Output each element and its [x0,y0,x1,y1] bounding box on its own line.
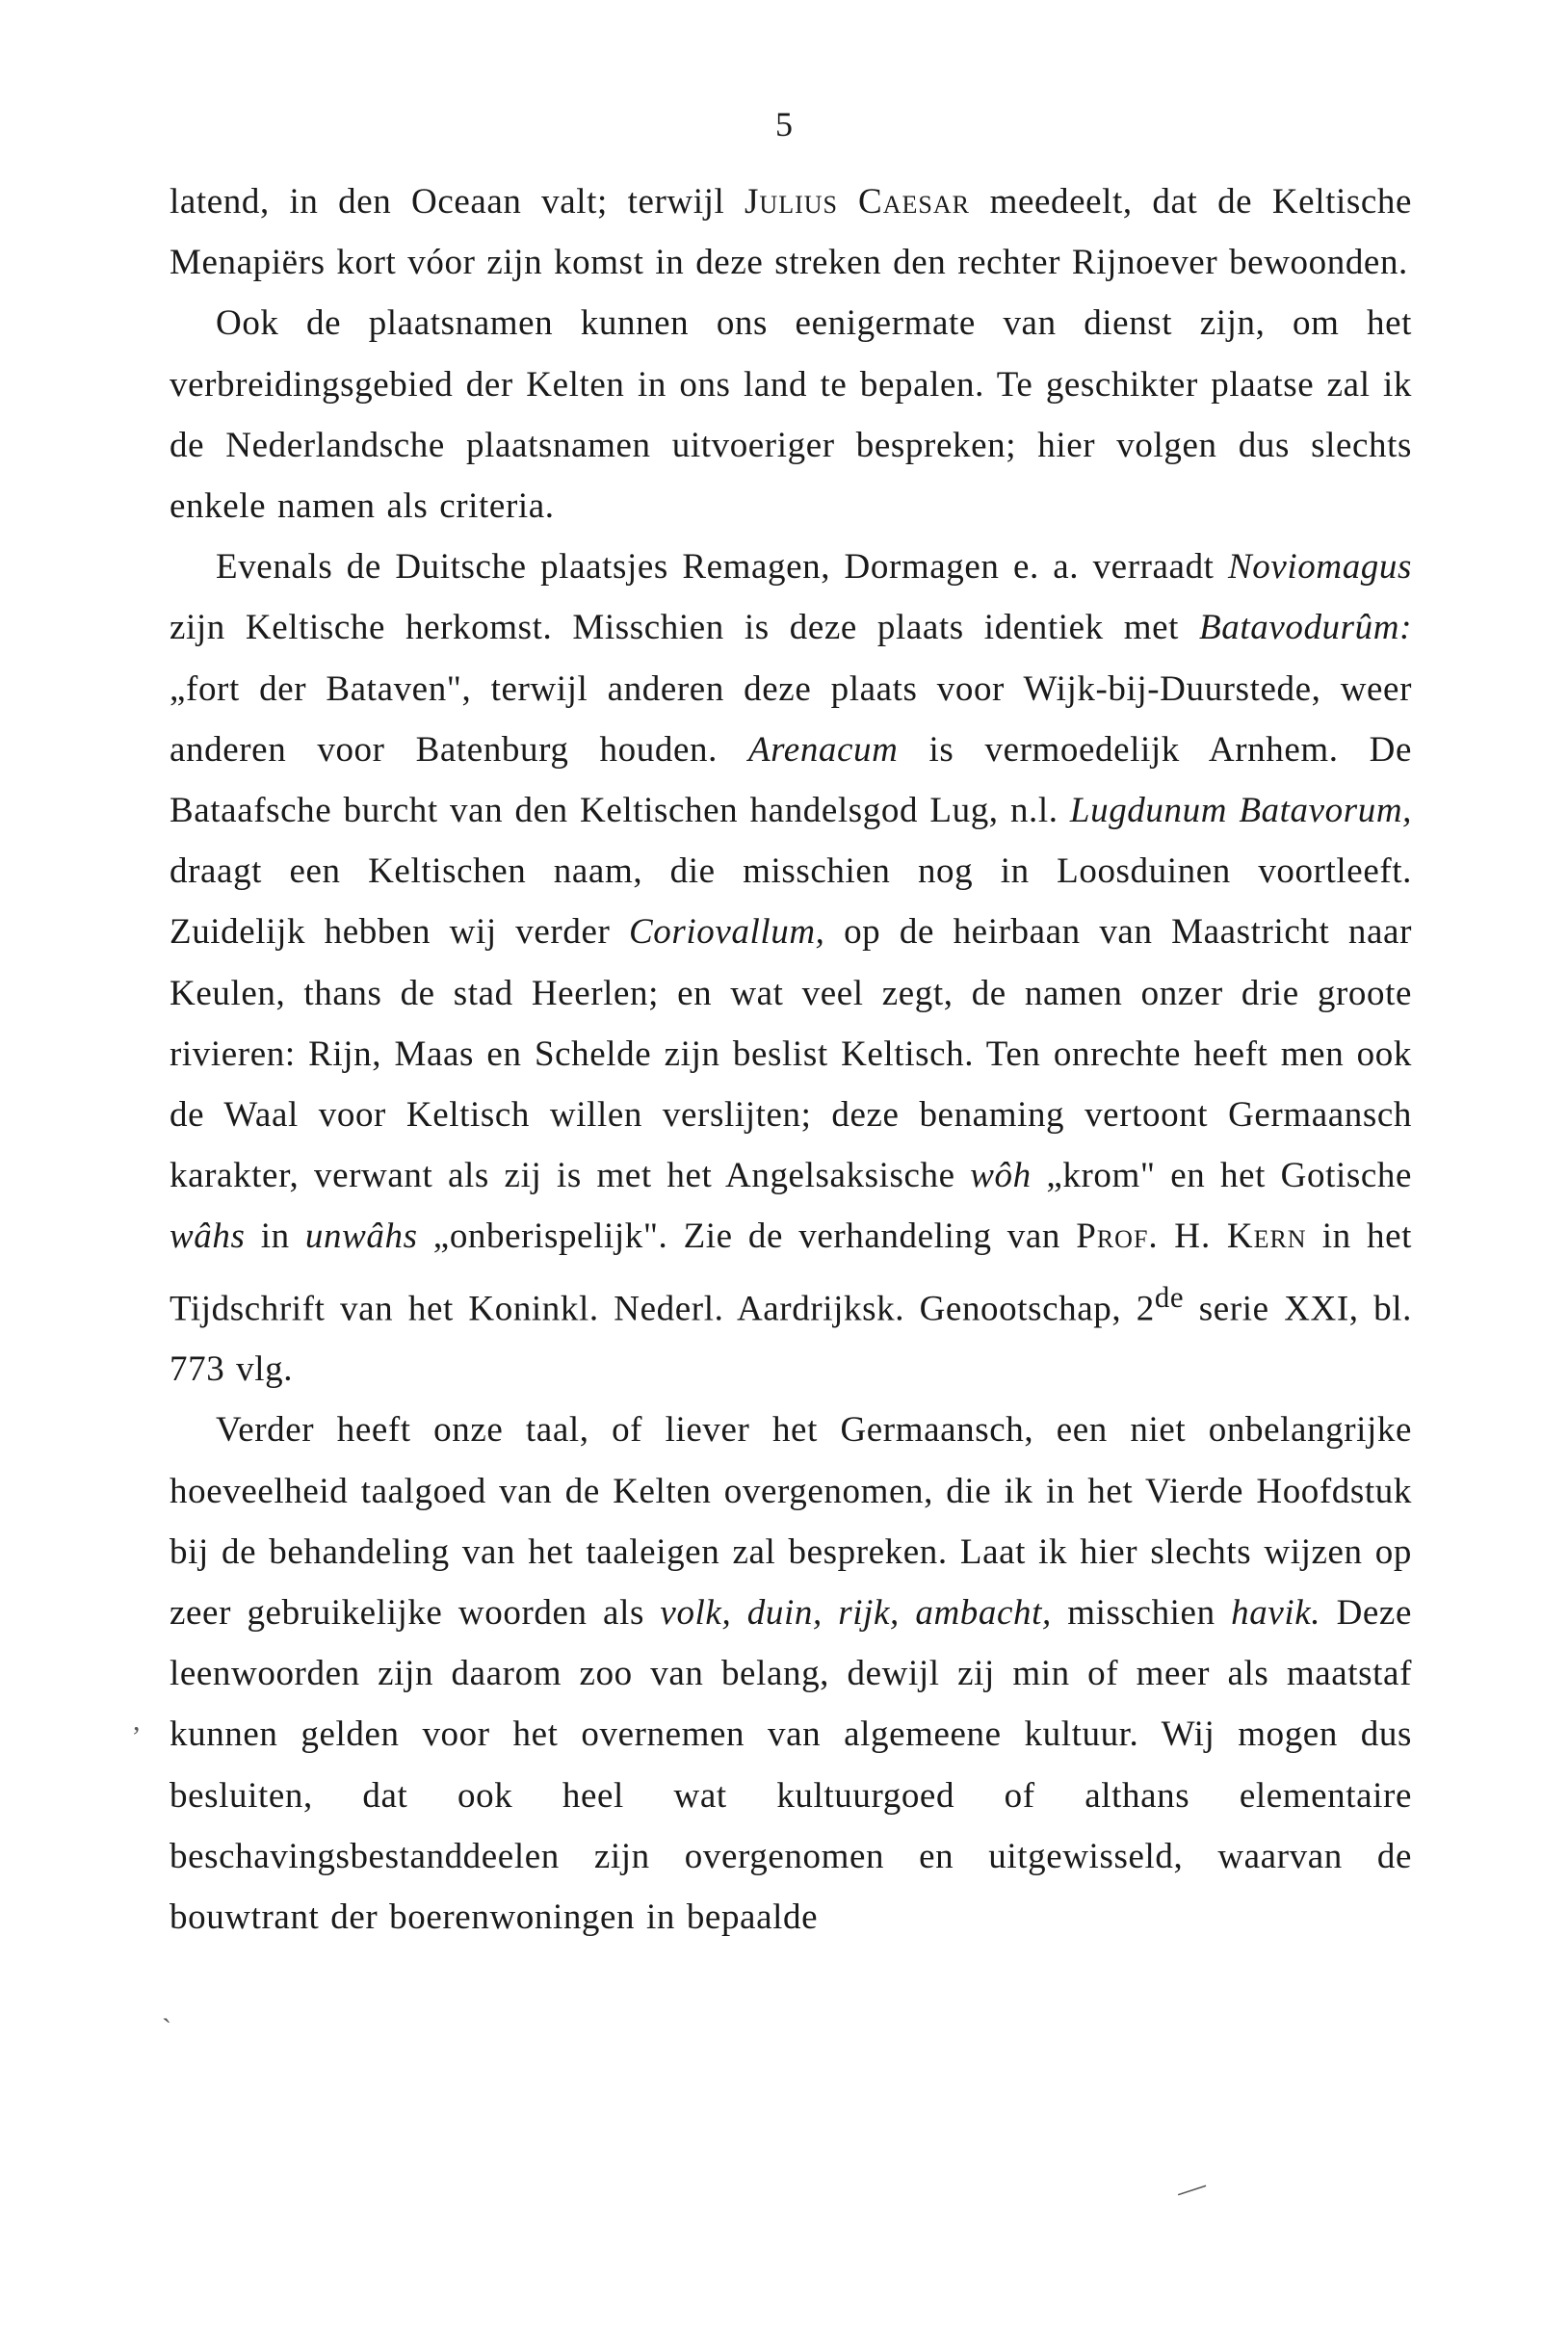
text-span: Ook de plaatsnamen kunnen ons eenigermate van dienst zijn, om het verbreidingsgebied der Kelten in ons land te bepalen. Te geschikter plaatse zal ik de Nederlandsche plaatsnamen uitvoeriger bespreken; hier volgen dus slechts enkele namen als criteria. [170,303,1412,527]
text-span: latend, in den Oceaan valt; terwijl [170,182,745,222]
text-span: Deze leenwoorden zijn daarom zoo van belang, dewijl zij min of meer als maatstaf kunnen gelden voor het overnemen van algemeene kultuur. Wij mogen dus besluiten, dat ook heel wat kultuurgoed of althans elementaire beschavingsbestanddeelen zijn overgenomen en uitgewisseld, waarvan de bouwtrant der boerenwoningen in bepaalde [170,1593,1412,1938]
text-span: „krom" en het Gotische [1031,1156,1412,1196]
styled-text-span: Julius Caesar [745,182,970,222]
styled-text-span: Noviomagus [1228,547,1412,588]
text-span: op de heirbaan van Maastricht naar Keulen, thans de stad Heerlen; en wat veel zegt, de namen onzer drie groote rivieren: Rijn, Maas en Schelde zijn beslist Keltisch. Ten onrechte heeft men ook de Waal voor Keltisch willen verslijten; deze benaming vertoont Germaansch karakter, verwant als zij is met het Angelsaksische [170,912,1412,1196]
paragraph-4 [170,1400,1412,1948]
text-span: in het Tijdschrift van het Koninkl. Nederl. Aardrijksk. Genootschap, 2 [170,1217,1412,1328]
paragraph-1 [170,171,1412,293]
text-span: serie XXI, bl. 773 vlg. [170,1288,1413,1390]
styled-text-span: volk, duin, rijk, ambacht, [660,1593,1052,1633]
margin-mark: , [133,1705,141,1737]
styled-text-span: wâhs [170,1217,246,1257]
page-number: 5 [775,105,793,144]
styled-text-span: wôh [970,1156,1032,1196]
styled-text-span: de [1154,1280,1185,1314]
text-span: Verder heeft onze taal, of liever het Germaansch, een niet onbelangrijke hoeveelheid taalgoed van de Kelten overgenomen, die ik in het Vierde Hoofdstuk bij de behandeling van het taaleigen zal bespreken. Laat ik hier slechts wijzen op zeer gebruikelijke woorden als [170,1410,1412,1633]
text-span: meedeelt, dat de Keltische Menapiërs kort vóor zijn komst in deze streken den rechter Rijnoever bewoonden. [170,182,1412,283]
text-span: „onberispelijk". Zie de verhandeling van [417,1217,1077,1257]
margin-mark: ` [162,2013,171,2045]
text-span: misschien [1051,1593,1232,1633]
paragraph-3 [170,536,1412,1400]
styled-text-span: Coriovallum, [628,912,825,953]
margin-mark: — [1172,2168,1211,2208]
text-span: zijn Keltische herkomst. Misschien is deze plaats identiek met [170,608,1200,648]
styled-text-span: Arenacum [747,729,899,770]
page-body-text [170,171,1412,1948]
text-span: Evenals de Duitsche plaatsjes Remagen, Dormagen e. a. verraadt [216,547,1228,588]
paragraph-2 [170,293,1412,536]
styled-text-span: unwâhs [304,1217,418,1257]
text-span: „fort der Bataven", terwijl anderen deze plaats voor Wijk-bij-Duurstede, weer anderen voor Batenburg houden. [170,668,1412,770]
text-span: is vermoedelijk Arnhem. De Bataafsche burcht van den Keltischen handelsgod Lug, n.l. [170,729,1413,831]
styled-text-span: Prof. H. Kern [1076,1217,1307,1257]
styled-text-span: Batavodurûm: [1199,608,1412,648]
styled-text-span: havik. [1231,1593,1321,1633]
styled-text-span: Lugdunum Batavorum, [1069,791,1412,831]
text-span: draagt een Keltischen naam, die misschien nog in Loosduinen voortleeft. Zuidelijk hebben wij verder [170,851,1412,953]
text-span: in [245,1217,305,1257]
